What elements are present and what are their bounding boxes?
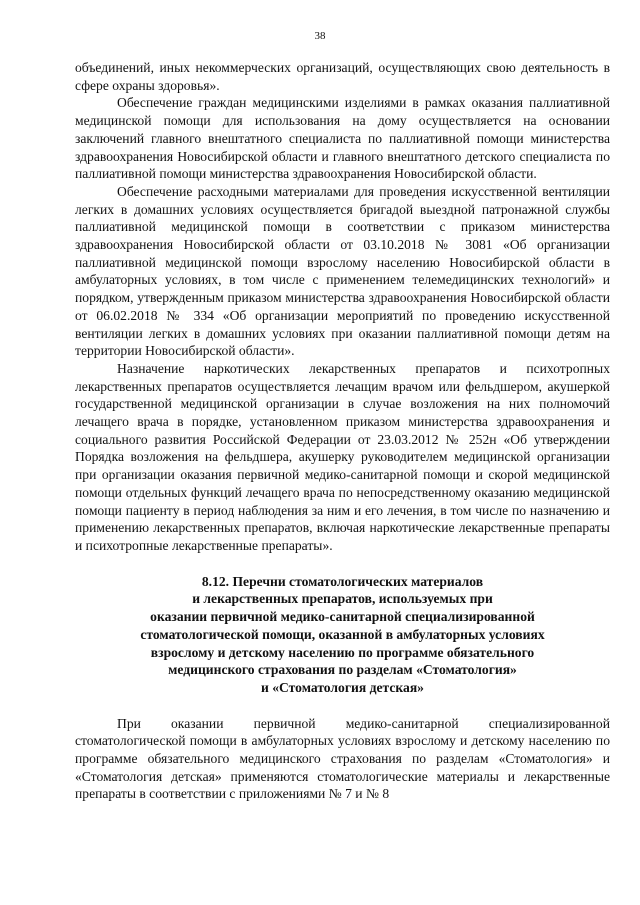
section-heading xyxy=(75,573,610,697)
paragraph-continuation: объединений, иных некоммерческих организаций, осуществляющих свою деятельность в сфере охраны здоровья». xyxy=(75,60,610,93)
paragraph-medical-devices: Обеспечение граждан медицинскими изделиями в рамках оказания паллиативной медицинской помощи для использования на дому осуществляется на основании заключений главного внештатного специалиста по паллиативной помощи министерства здравоохранения Новосибирской области и главного внештатного детского специалиста по паллиативной помощи министерства здравоохранения Новосибирской области. xyxy=(75,95,610,182)
section-heading-line: стоматологической помощи, оказанной в амбулаторных условиях xyxy=(140,626,545,642)
paragraph-dental-materials: При оказании первичной медико-санитарной специализированной стоматологической помощи в амбулаторных условиях взрослому и детскому населению по программе обязательного медицинского страхования по разделам «Стоматология» и «Стоматология детская» применяются стоматологические материалы и лекарственные препараты в соответствии с приложениями № 7 и № 8 xyxy=(75,715,610,802)
page-number: 38 xyxy=(314,30,326,42)
document-body xyxy=(75,59,610,803)
section-heading-line: оказании первичной медико-санитарной специализированной xyxy=(150,609,535,625)
section-heading-line: взрослому и детскому населению по программе обязательного xyxy=(150,644,535,660)
section-heading-line: и лекарственных препаратов, используемых при xyxy=(192,591,493,607)
section-heading-line: и «Стоматология детская» xyxy=(261,679,424,695)
paragraph-narcotic-prescription: Назначение наркотических лекарственных препаратов и психотропных лекарственных препаратов осуществляется лечащим врачом или фельдшером, акушеркой государственной медицинской организации в случае возложения на них полномочий лечащего врача в порядке, установленном приказом министерства здравоохранения и социального развития Российской Федерации от 23.03.2012 № 252н «Об утверждении Порядка возложения на фельдшера, акушерку руководителем медицинской организации при организации оказания первичной медико-санитарной помощи и скорой медицинской помощи отдельных функций лечащего врача по непосредственному оказанию медицинской помощи пациенту в период наблюдения за ним и его лечения, в том числе по назначению и применению лекарственных препаратов, включая наркотические лекарственные препараты и психотропные лекарственные препараты». xyxy=(75,360,610,553)
section-heading-line: 8.12. Перечни стоматологических материалов xyxy=(201,573,484,589)
section-heading-line: медицинского страхования по разделам «Стоматология» xyxy=(168,662,517,678)
paragraph-ventilation-supplies: Обеспечение расходными материалами для проведения искусственной вентиляции легких в домашних условиях осуществляется бригадой выездной патронажной службы паллиативной медицинской помощи в соответствии с приказом министерства здравоохранения Новосибирской области от 03.10.2018 № 3081 «Об организации паллиативной медицинской помощи взрослому населению Новосибирской области в амбулаторных условиях, в том числе с применением телемедицинских технологий» и порядком, утвержденным приказом министерства здравоохранения Новосибирской области от 06.02.2018 № 334 «Об организации мероприятий по проведению искусственной вентиляции легких в домашних условиях при оказании паллиативной помощи детям на территории Новосибирской области». xyxy=(75,183,610,359)
